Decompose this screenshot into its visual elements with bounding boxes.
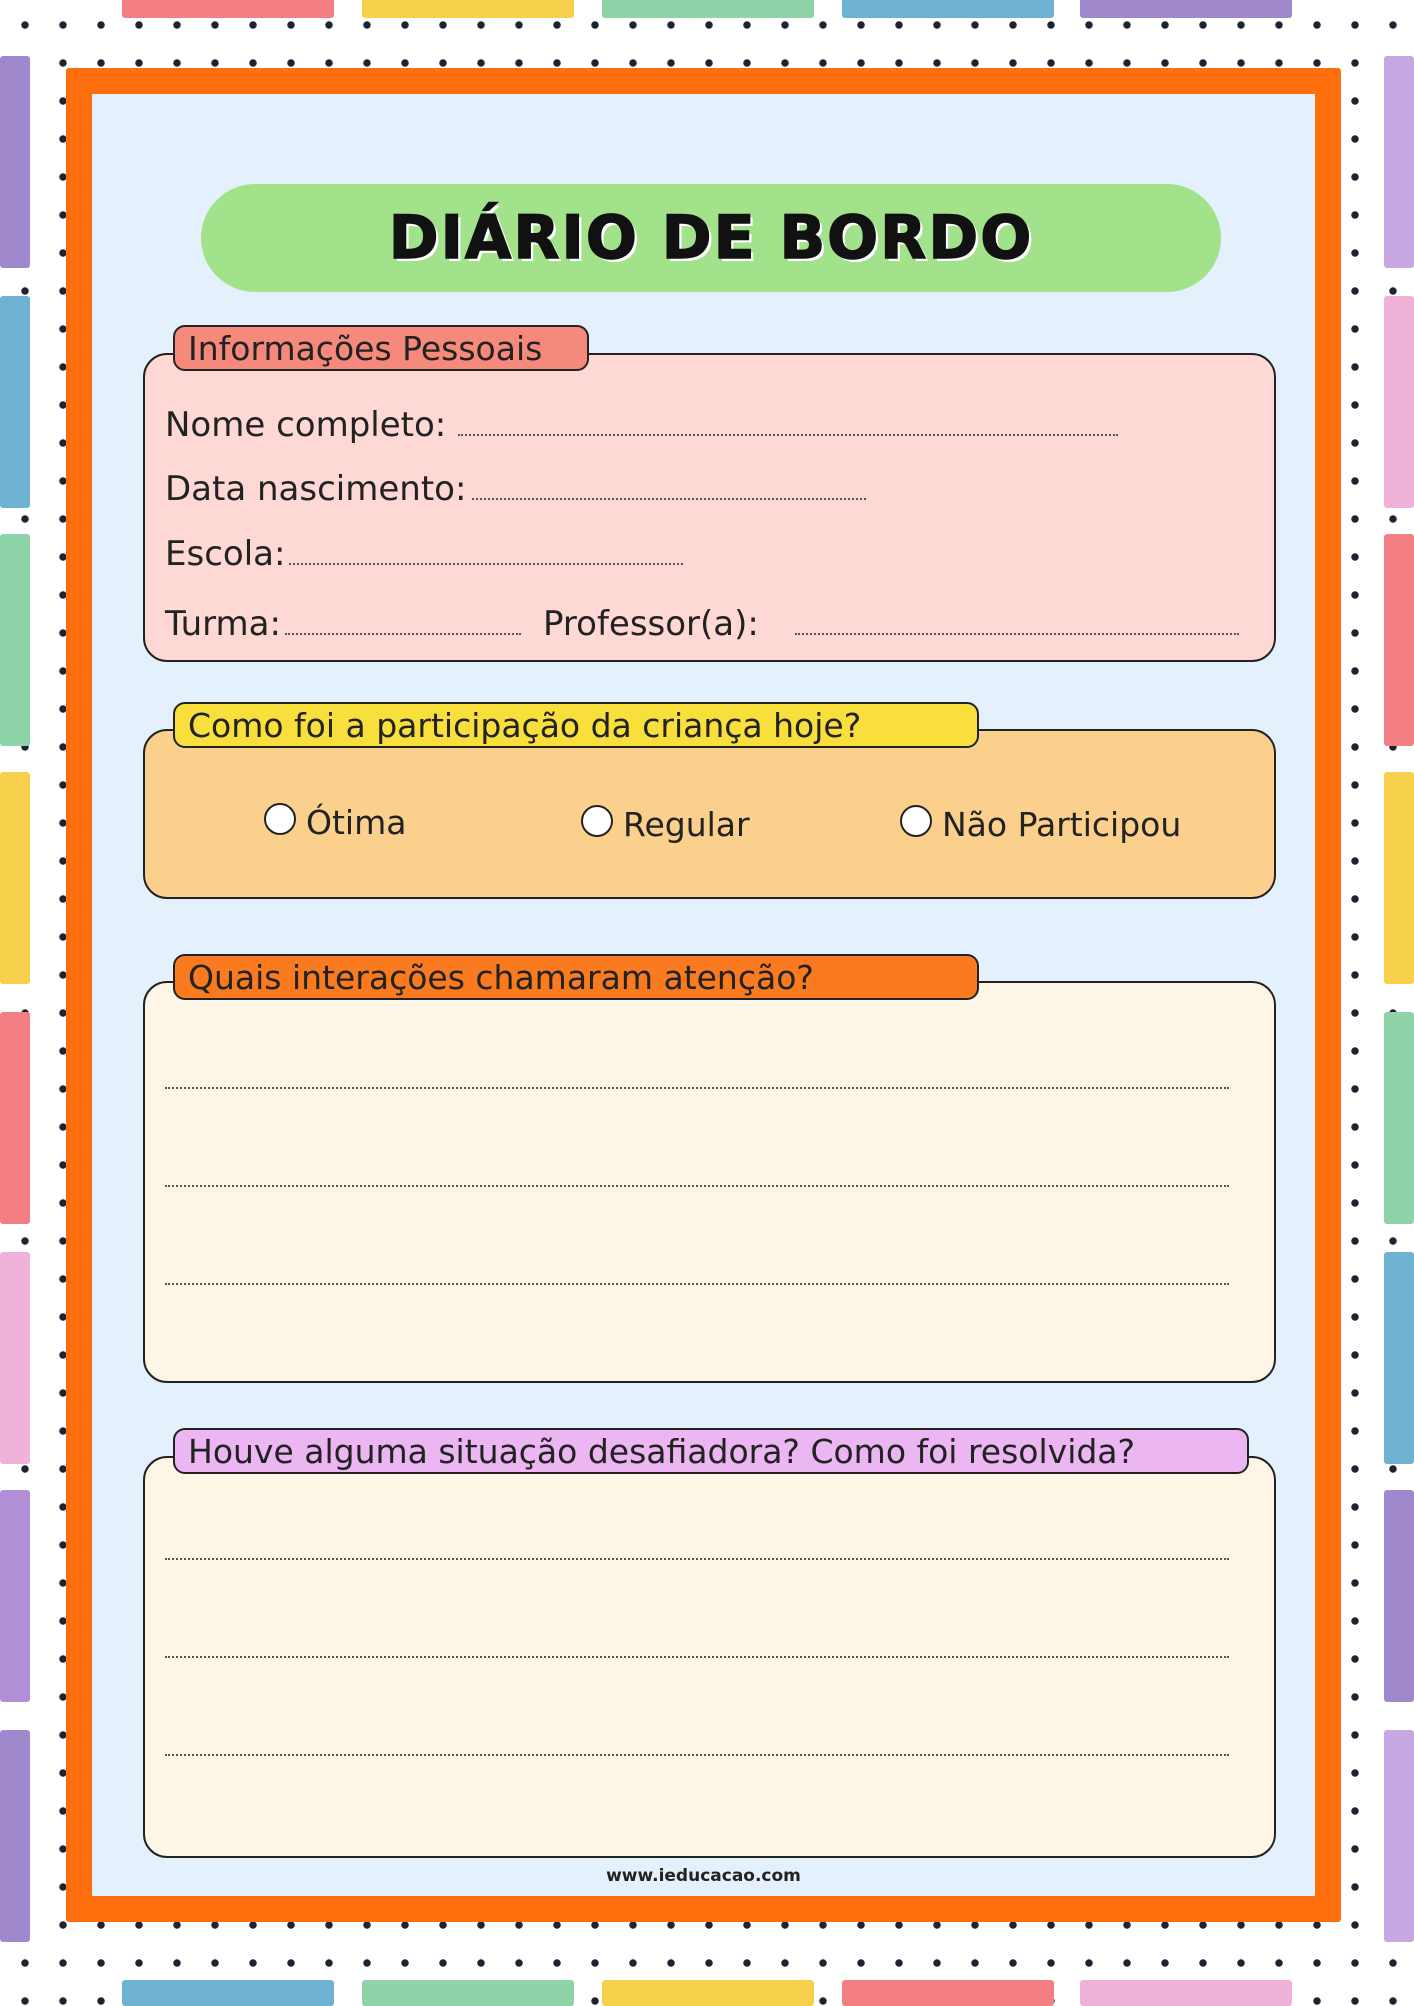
deco-strip bbox=[0, 296, 30, 508]
deco-strip bbox=[1384, 56, 1414, 268]
writing-line[interactable] bbox=[165, 1656, 1229, 1658]
personal-info-section bbox=[143, 328, 1276, 662]
challenge-section bbox=[143, 1431, 1276, 1858]
deco-strip bbox=[1384, 1730, 1414, 1942]
deco-strip bbox=[0, 772, 30, 984]
radio-circle-icon[interactable] bbox=[264, 803, 296, 835]
birth-date-field[interactable] bbox=[165, 469, 866, 509]
deco-strip bbox=[0, 56, 30, 268]
personal-info-heading: Informações Pessoais bbox=[173, 325, 589, 371]
full-name-line[interactable] bbox=[458, 434, 1118, 436]
school-line[interactable] bbox=[289, 563, 683, 565]
option-regular-label: Regular bbox=[623, 805, 750, 844]
teacher-line[interactable] bbox=[795, 633, 1239, 635]
deco-strip bbox=[122, 0, 334, 18]
teacher-field[interactable] bbox=[543, 604, 1239, 644]
school-label: Escola: bbox=[165, 534, 286, 574]
writing-line[interactable] bbox=[165, 1754, 1229, 1756]
option-nao-participou[interactable] bbox=[900, 805, 1181, 844]
deco-strip bbox=[0, 1252, 30, 1464]
teacher-label: Professor(a): bbox=[543, 604, 759, 644]
deco-strip bbox=[1384, 296, 1414, 508]
participation-section bbox=[143, 705, 1276, 899]
participation-heading: Como foi a participação da criança hoje? bbox=[173, 702, 979, 748]
deco-strip bbox=[362, 0, 574, 18]
option-nao-participou-label: Não Participou bbox=[942, 805, 1182, 844]
deco-strip bbox=[1080, 0, 1292, 18]
school-field[interactable] bbox=[165, 534, 683, 574]
option-otima-label: Ótima bbox=[306, 803, 407, 842]
deco-strip bbox=[1384, 1012, 1414, 1224]
deco-strip bbox=[0, 1490, 30, 1702]
radio-circle-icon[interactable] bbox=[900, 805, 932, 837]
deco-strip bbox=[1384, 1490, 1414, 1702]
deco-strip bbox=[362, 1980, 574, 2006]
full-name-label: Nome completo: bbox=[165, 405, 447, 445]
title-banner bbox=[201, 184, 1221, 292]
deco-strip bbox=[842, 0, 1054, 18]
class-field[interactable] bbox=[165, 604, 521, 644]
deco-strip bbox=[122, 1980, 334, 2006]
class-label: Turma: bbox=[165, 604, 281, 644]
deco-strip bbox=[842, 1980, 1054, 2006]
writing-line[interactable] bbox=[165, 1558, 1229, 1560]
writing-line[interactable] bbox=[165, 1185, 1229, 1187]
interactions-heading: Quais interações chamaram atenção? bbox=[173, 954, 979, 1000]
deco-strip bbox=[1080, 1980, 1292, 2006]
deco-strip bbox=[1384, 534, 1414, 746]
option-otima[interactable] bbox=[264, 803, 406, 842]
option-regular[interactable] bbox=[581, 805, 750, 844]
deco-strip bbox=[1384, 1252, 1414, 1464]
writing-line[interactable] bbox=[165, 1087, 1229, 1089]
writing-line[interactable] bbox=[165, 1283, 1229, 1285]
challenge-heading: Houve alguma situação desafiadora? Como foi resolvida? bbox=[173, 1428, 1249, 1474]
deco-strip bbox=[0, 1730, 30, 1942]
class-line[interactable] bbox=[285, 633, 521, 635]
deco-strip bbox=[0, 1012, 30, 1224]
deco-strip bbox=[602, 1980, 814, 2006]
birth-date-line[interactable] bbox=[472, 498, 866, 500]
birth-date-label: Data nascimento: bbox=[165, 469, 467, 509]
radio-circle-icon[interactable] bbox=[581, 805, 613, 837]
interactions-section bbox=[143, 957, 1276, 1383]
deco-strip bbox=[0, 534, 30, 746]
deco-strip bbox=[602, 0, 814, 18]
full-name-field[interactable] bbox=[165, 405, 1118, 445]
footer-url: www.ieducacao.com bbox=[606, 1866, 801, 1886]
page-title: DIÁRIO DE BORDO bbox=[388, 203, 1034, 273]
deco-strip bbox=[1384, 772, 1414, 984]
